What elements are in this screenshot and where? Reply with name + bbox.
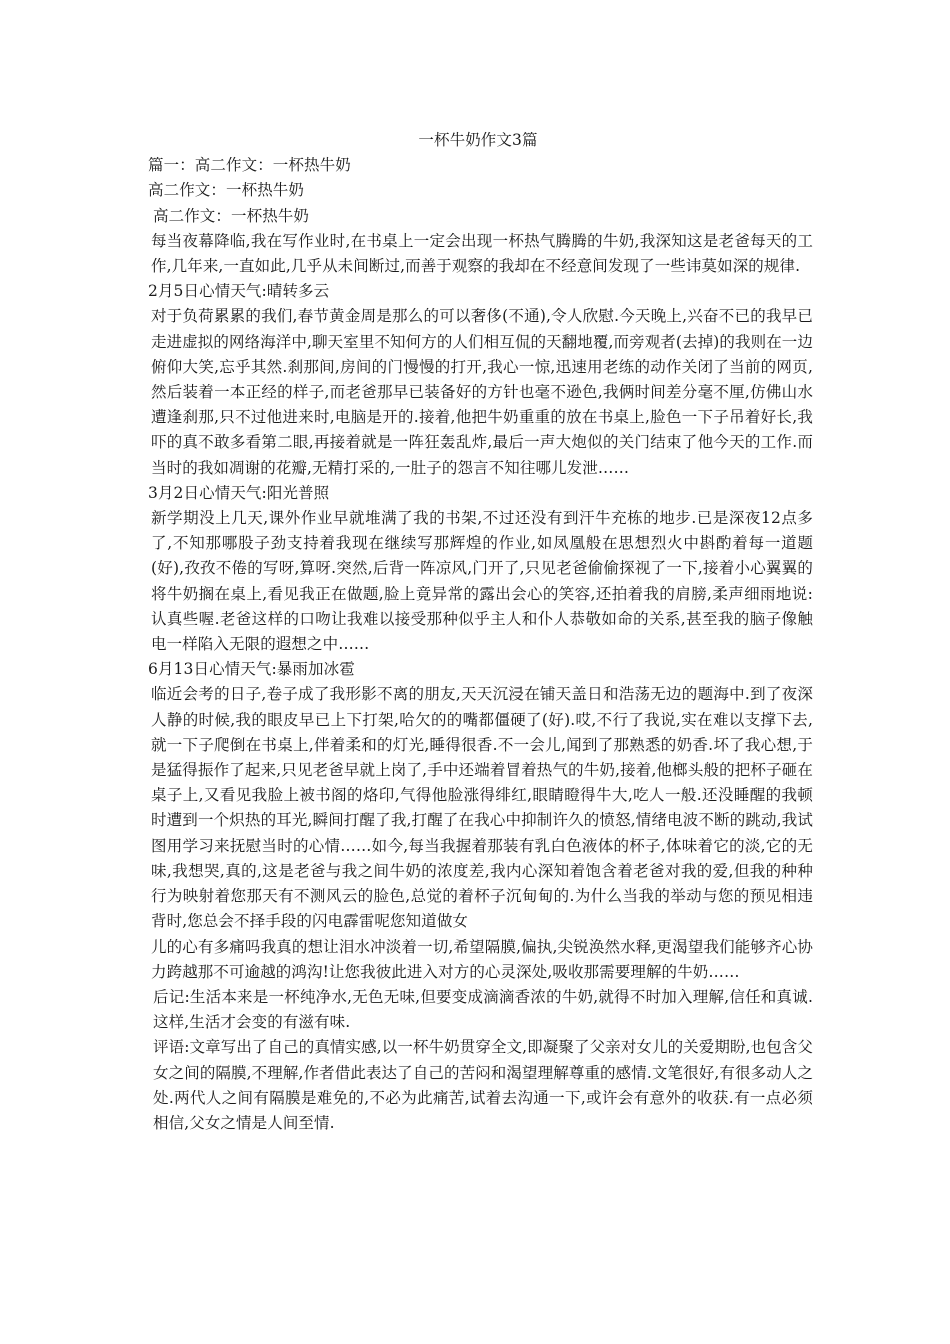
paragraph: 每当夜幕降临,我在写作业时,在书桌上一定会出现一杯热气腾腾的牛奶,我深知这是老爸每天的工作,几年来,一直如此,几乎从未间断过,而善于观察的我却在不经意间发现了一些讳莫如深的规律. <box>151 231 813 276</box>
subtitle: 高二作文：一杯热牛奶 <box>153 206 310 225</box>
afterword-paragraph: 后记:生活本来是一杯纯净水,无色无味,但要变成滴滴香浓的牛奶,就得不时加入理解,信任和真诚.这样,生活才会变的有滋有味. <box>153 987 813 1032</box>
paragraph: 对于负荷累累的我们,春节黄金周是那么的可以奢侈(不通),令人欣慰.今天晚上,兴奋不已的我早已走进虚拟的网络海洋中,聊天室里不知何方的人们相互侃的天翻地覆,而旁观者(去掉)的我则在一边俯仰大笑,忘乎其然.刹那间,房间的门慢慢的打开,我心一惊,迅速用老练的动作关闭了当前的网页,然后装着一本正经的样子,而老爸那早已装备好的方针也毫不逊色,我俩时间差分毫不厘,仿佛山水遭逢刹那,只不过他进来时,电脑是开的.接着,他把牛奶重重的放在书桌上,脸色一下子吊着好长,我吓的真不敢多看第二眼,再接着就是一阵狂轰乱炸,最后一声大炮似的关门结束了他今天的工作.而当时的我如凋谢的花瓣,无精打采的,一肚子的怨言不知往哪儿发泄…… <box>151 307 813 477</box>
paragraph: 儿的心有多痛吗我真的想让泪水冲淡着一切,希望隔膜,偏执,尖锐涣然水释,更渴望我们能够齐心协力跨越那不可逾越的鸿沟!让您我彼此进入对方的心灵深处,吸收那需要理解的牛奶…… <box>151 937 813 981</box>
subtitle: 高二作文：一杯热牛奶 <box>148 181 305 200</box>
comment-paragraph: 评语:文章写出了自己的真情实感,以一杯牛奶贯穿全文,即凝聚了父亲对女儿的关爱期盼,也包含父女之间的隔膜,不理解,作者借此表达了自己的苦闷和渴望理解尊重的感情.文笔很好,有很多动人之处.两代人之间有隔膜是难免的,不必为此痛苦,试着去沟通一下,或许会有意外的收获.有一点必须相信,父女之情是人间至情. <box>153 1038 814 1132</box>
diary-date-heading: 2月5日心情天气:晴转多云 <box>148 282 330 301</box>
document-body <box>143 128 813 1136</box>
paragraph: 新学期没上几天,课外作业早就堆满了我的书架,不过还没有到汗牛充栋的地步.已是深夜12点多了,不知那哪股子劲支持着我现在继续写那辉煌的作业,如凤凰般在思想烈火中斟酌着每一道题(好),孜孜不倦的写呀,算呀.突然,后背一阵凉风,门开了,只见老爸偷偷探视了一下,接着小心翼翼的将牛奶搁在桌上,看见我正在做题,脸上竟异常的露出会心的笑容,还拍着我的肩膀,柔声细雨地说:认真些喔.老爸这样的口吻让我难以接受那种似乎主人和仆人恭敬如命的关系,甚至我的脑子像触电一样陷入无限的遐想之中…… <box>151 509 813 654</box>
paragraph: 临近会考的日子,卷子成了我形影不离的朋友,天天沉浸在铺天盖日和浩荡无边的题海中.到了夜深人静的时候,我的眼皮早已上下打架,哈欠的的嘴都僵硬了(好).哎,不行了我说,实在难以支撑下去,就一下子爬倒在书桌上,伴着柔和的灯光,睡得很香.不一会儿,闻到了那熟悉的奶香.坏了我心想,于是猛得振作了起来,只见老爸早就上岗了,手中还端着冒着热气的牛奶,接着,他榔头般的把杯子砸在桌子上,又看见我脸上被书阁的烙印,气得他脸涨得绯红,眼睛瞪得牛大,吃人一般.还没睡醒的我顿时遭到一个炽热的耳光,瞬间打醒了我,打醒了在我心中抑制许久的愤怒,情绪电波不断的跳动,我试图用学习来抚慰当时的心情……如今,每当我握着那装有乳白色液体的杯子,体味着它的淡,它的无味,我想哭,真的,这是老爸与我之间牛奶的浓度差,我内心深知着饱含着老爸对我的爱,但我的种种行为映射着您那天有不测风云的脸色,总觉的着杯子沉甸甸的.为什么当我的举动与您的预见相违背时,您总会不择手段的闪电霹雷呢您知道做女 <box>151 685 813 931</box>
section-heading: 篇一：高二作文：一杯热牛奶 <box>148 156 351 175</box>
diary-date-heading: 3月2日心情天气:阳光普照 <box>148 483 330 502</box>
document-title: 一杯牛奶作文3篇 <box>418 131 538 149</box>
diary-date-heading: 6月13日心情天气:暴雨加冰雹 <box>148 660 355 679</box>
